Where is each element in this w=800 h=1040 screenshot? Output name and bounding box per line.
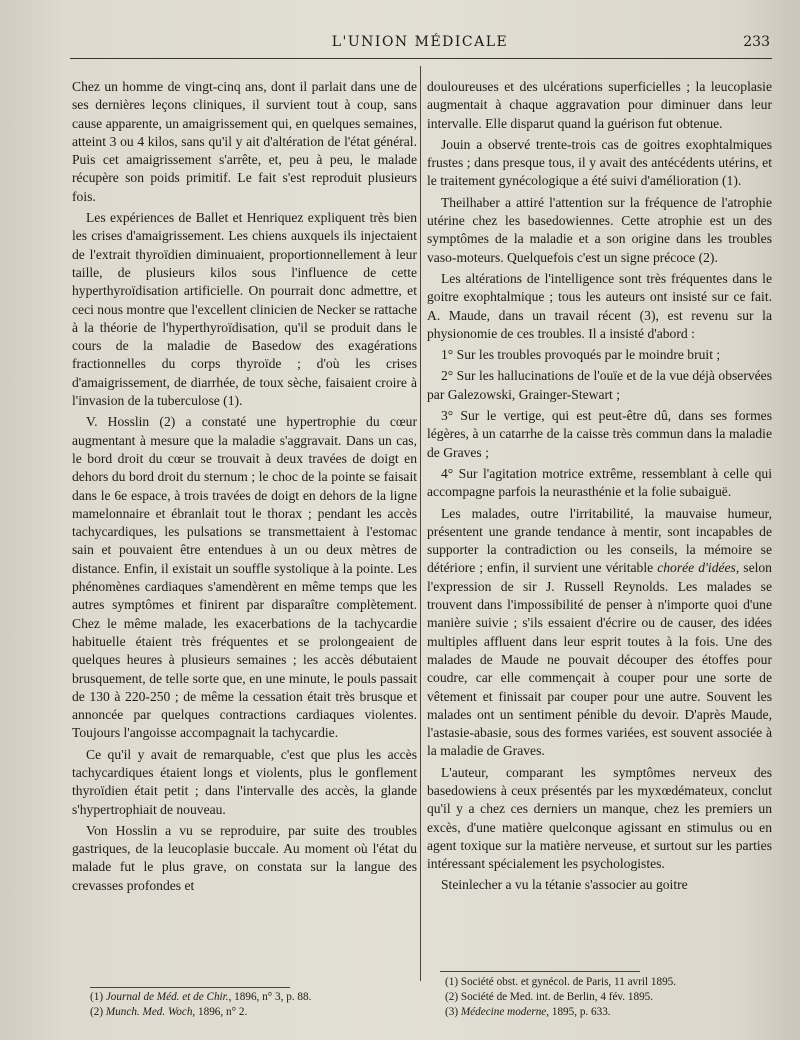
paragraph: V. Hosslin (2) a constaté une hypertrophie du cœur augmentant à mesure que la maladie s'aggravait. Dans un cas, le bord droit du cœur se trouvait à deux travées de doigt en dehors du bord droit du sternum ; le choc de la pointe se faisait dans le 6e espace, à trois travées de doigt en dehors de la ligne mamelonnaire et ébranlait tout le thorax ; pendant les accès tachycardiques, les pulsations se transmettaient à l'estomac sain et pouvaient être entendues à un ou deux mètres de distance. Enfin, il existait un souffle systolique à la pointe. Les phénomènes cardiaques s'amendèrent en même temps que les autres symptômes et finirent par disparaître complètement. Chez le même malade, les exacerbations de la tachycardie habituelle étaient très fréquentes et se prolongeaient de quelques heures à plusieurs semaines ; les accès débutaient brusquement, de telle sorte que, en une minute, le pouls passait de 130 à 220-250 ; de même la cessation était très brusque et annoncée par quelques contractions cardiaques violentes. Toujours l'angoisse accompagnait la tachycardie. (72, 414, 417, 741)
paragraph: Chez un homme de vingt-cinq ans, dont il parlait dans une de ses dernières leçons cliniques, il survient tout à coup, sans cause apparente, un amaigrissement qui, en quelques semaines, atteint 3 ou 4 kilos, sans qu'il y ait d'altération de l'état général. Puis cet amaigrissement s'arrête, et, peu à peu, le malade récupère son poids primitif. Le fait s'est reproduit plusieurs fois. (72, 79, 417, 204)
paragraph: Theilhaber a attiré l'attention sur la fréquence de l'atrophie utérine chez les basedowiennes. Cette atrophie est un des symptômes de la maladie et a son origine dans les troubles vaso-moteurs. Quelquefois c'est un signe précoce (2). (427, 194, 772, 265)
footnote-source: Médecine moderne (460, 1006, 547, 1018)
paragraph-text: , selon l'expression de sir J. Russell Reynolds. Les malades se trouvent dans l'impossibilité de penser à n'importe quoi d'une manière suivie ; s'ils essaient d'écrire ou de causer, des idées multiples affluent dans leur esprit toutes à la fois. Une des malades de Maude ne pouvait découper des étoffes pour coudre, car elle commençait à couper pour une sorte de vêtement et finissait par couper pour une autre. Souvent les malades ont un sentiment pénible du devoir. D'après Maude, l'astasie-abasie, sous des formes variées, est souvent associée à la maladie de Graves. (427, 560, 772, 759)
footnote (72, 1005, 417, 1020)
footnote-number: (3) (445, 1006, 459, 1018)
header-rule (70, 58, 772, 59)
footnote-number: (2) (90, 1006, 104, 1018)
footnote-number: (1) (445, 976, 459, 988)
page-number: 233 (743, 34, 770, 50)
right-footnotes (427, 975, 772, 1020)
list-item: 3° Sur le vertige, qui est peut-être dû, dans ses formes légères, à un catarrhe de la caisse très commun dans la maladie de Graves ; (427, 408, 772, 460)
footnote-rule (440, 971, 640, 972)
footnote-number: (2) (445, 991, 459, 1003)
left-footnotes (72, 990, 417, 1020)
paragraph: L'auteur, comparant les symptômes nerveux des basedowiens à ceux présentés par les myxœdémateux, conclut qu'il y a chez ces derniers un manque, chez les premiers un excès, d'une matière quelconque agissant en stimulus ou en agent toxique sur la matière nerveuse, et surtout sur les parties intéressant spécialement les psychologistes. (427, 764, 772, 872)
list-item: 2° Sur les hallucinations de l'ouïe et de la vue déjà observées par Galezowski, Grainger-Stewart ; (427, 368, 772, 402)
paragraph: Les altérations de l'intelligence sont très fréquentes dans le goitre exophtalmique ; tous les auteurs ont insisté sur ce fait. A. Maude, dans un travail récent (3), est revenu sur la physionomie de ces troubles. Il a insisté d'abord : (427, 270, 772, 341)
footnote-source: Munch. Med. Woch (105, 1006, 193, 1018)
paragraph: Jouin a observé trente-trois cas de goitres exophtalmiques frustes ; dans presque tous, il y avait des antécédents utérins, et le traitement gynécologique a été suivi d'amélioration (1). (427, 136, 772, 189)
paragraph: Ce qu'il y avait de remarquable, c'est que plus les accès tachycardiques étaient longs et violents, plus le gonflement thyroïdien était petit ; dans l'intervalle des accès, la glande s'hypertrophiait de nouveau. (72, 746, 417, 817)
running-title: L'UNION MÉDICALE (331, 34, 509, 50)
italic-term: chorée d'idées (657, 560, 736, 576)
footnote (72, 990, 417, 1005)
paragraph: douloureuses et des ulcérations superficielles ; la leucoplasie augmentait à chaque aggravation pour diminuer dans leur intervalle. Elle disparut quand la guérison fut obtenue. (427, 79, 772, 131)
footnote-source: Journal de Méd. et de Chir. (105, 991, 229, 1003)
footnote-number: (1) (90, 991, 104, 1003)
paragraph-text: Les malades, outre l'irritabilité, la mauvaise humeur, présentent une grande tendance à mentir, sont incapables de supporter la contradiction ou les conseils, la mémoire se détériore ; enfin, il survient une véritable (427, 505, 772, 576)
footnote-text: , 1896, n° 3, p. 88. (228, 991, 312, 1003)
right-column (427, 78, 772, 898)
footnote (427, 990, 772, 1005)
paragraph: Steinlecher a vu la tétanie s'associer au goitre (441, 877, 688, 893)
list-item: 1° Sur les troubles provoqués par le moindre bruit ; (441, 347, 721, 363)
footnote-text: , 1896, n° 2. (192, 1006, 248, 1018)
paragraph: Von Hosslin a vu se reproduire, par suite des troubles gastriques, de la leucoplasie buccale. Au moment où l'état du malade fut le plus grave, on constata sur la langue des crevasses profondes et (72, 822, 417, 893)
footnote-rule (90, 987, 290, 988)
footnote-text: , 1895, p. 633. (546, 1006, 611, 1018)
paragraph (427, 505, 772, 761)
footnote-text: Société obst. et gynécol. de Paris, 11 avril 1895. (460, 976, 677, 988)
paragraph: Les expériences de Ballet et Henriquez expliquent très bien les crises d'amaigrissement. Les chiens auxquels ils injectaient de l'extrait thyroïdien diminuaient, proportionnellement à leur taille, de plusieurs kilos sous l'influence de cette hyperthyroïdisation artificielle. On pourrait donc admettre, et ceci nous montre que l'excellent clinicien de Necker se rattache à la théorie de l'hyperthyroïdisation, qu'il se produit dans le cours de la maladie de Basedow des exagérations fractionnelles du corps thyroïde ; d'où les crises d'amaigrissement, de diarrhée, de toux sèche, faisaient croire à l'invasion de la tuberculose (1). (72, 210, 417, 409)
footnote-text: Société de Med. int. de Berlin, 4 fév. 1895. (460, 991, 654, 1003)
list-item: 4° Sur l'agitation motrice extrême, ressemblant à celle qui accompagne parfois la neurasthénie et la folie subaiguë. (427, 465, 772, 500)
page-header (70, 34, 770, 56)
footnote (427, 975, 772, 990)
left-column (72, 78, 417, 898)
column-divider (420, 66, 421, 981)
footnote (427, 1005, 772, 1020)
